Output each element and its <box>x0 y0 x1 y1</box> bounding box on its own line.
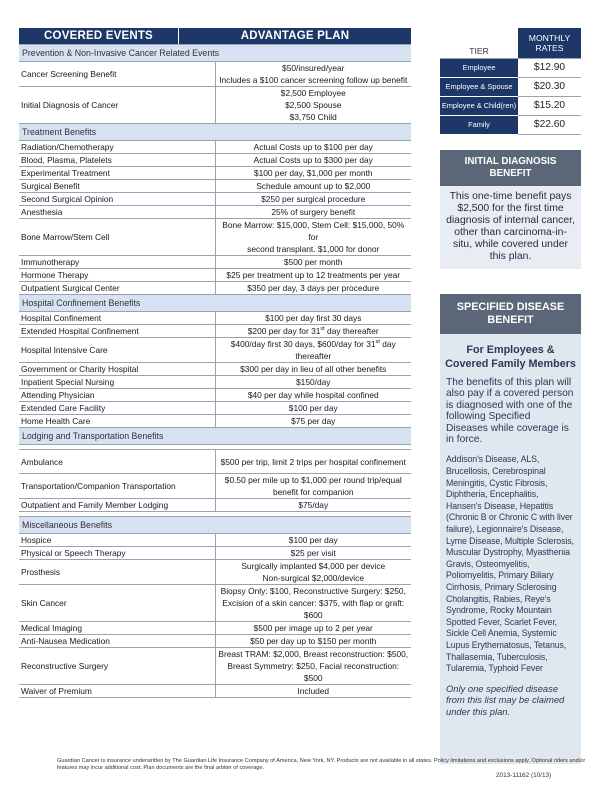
table-row <box>19 560 411 585</box>
monthly-rate: $20.30 <box>518 77 581 96</box>
tier-label: Employee & Spouse <box>440 77 518 96</box>
tier-heading: TIER <box>440 28 518 58</box>
plan-benefit: $200 per day for 31st day thereafter <box>215 325 411 338</box>
specified-disease-subtitle: For Employees & Covered Family Members <box>445 344 576 370</box>
section-title: Miscellaneous Benefits <box>19 517 411 534</box>
plan-benefit: $0.50 per mile up to $1,000 per round trip/equal benefit for companion <box>215 474 411 499</box>
table-row <box>19 534 411 547</box>
tier-label: Employee <box>440 58 518 77</box>
plan-benefit: $50/insured/year Includes a $100 cancer screening follow up benefit <box>215 62 411 87</box>
advantage-plan-heading: ADVANTAGE PLAN <box>240 30 350 42</box>
section-title: Hospital Confinement Benefits <box>19 295 411 312</box>
covered-event: Blood, Plasma, Platelets <box>19 154 215 167</box>
table-row <box>19 585 411 622</box>
plan-benefit: $100 per day first 30 days <box>215 312 411 325</box>
specified-disease-note: Only one specified disease from this list may be claimed under this plan. <box>446 682 565 717</box>
covered-event: Bone Marrow/Stem Cell <box>19 219 215 256</box>
footer-disclaimer: Guardian Cancer is insurance underwritten by The Guardian Life Insurance Company of America, New York, NY. Products are not available in all states. Policy limitations and exclusions apply. Optional riders and/or features may incur additional cost. Plan documents are the final arbiter of coverage. <box>57 758 586 771</box>
section-header <box>19 295 411 312</box>
table-row <box>19 312 411 325</box>
plan-benefit: 25% of surgery benefit <box>215 206 411 219</box>
monthly-rate: $12.90 <box>518 58 581 77</box>
rates-panel <box>440 28 581 135</box>
monthly-rate: $15.20 <box>518 96 581 115</box>
table-row <box>19 219 411 256</box>
plan-benefit: Biopsy Only: $100, Reconstructive Surgery: $250, Excision of a skin cancer: $375, with flap or graft: $600 <box>215 585 411 622</box>
table-row <box>19 389 411 402</box>
covered-event: Anesthesia <box>19 206 215 219</box>
section-header <box>19 517 411 534</box>
plan-benefit: $2,500 Employee $2,500 Spouse $3,750 Child <box>215 87 411 124</box>
covered-event: Home Health Care <box>19 415 215 428</box>
tier-label: Family <box>440 115 518 134</box>
table-row <box>19 256 411 269</box>
table-row <box>19 648 411 685</box>
covered-event: Prosthesis <box>19 560 215 585</box>
plan-benefit: $300 per day in lieu of all other benefits <box>215 363 411 376</box>
covered-event: Immunotherapy <box>19 256 215 269</box>
form-code: 2013-11162 (10/13) <box>496 772 552 779</box>
specified-disease-box <box>440 294 581 764</box>
covered-event: Hormone Therapy <box>19 269 215 282</box>
covered-event: Extended Care Facility <box>19 402 215 415</box>
covered-event: Second Surgical Opinion <box>19 193 215 206</box>
covered-event: Anti-Nausea Medication <box>19 635 215 648</box>
plan-benefit: $400/day first 30 days, $600/day for 31st day thereafter <box>215 338 411 363</box>
covered-event: Outpatient and Family Member Lodging <box>19 499 215 512</box>
covered-event: Medical Imaging <box>19 622 215 635</box>
covered-event: Government or Charity Hospital <box>19 363 215 376</box>
table-row <box>19 180 411 193</box>
rate-row <box>440 58 581 77</box>
plan-benefit: $350 per day, 3 days per procedure <box>215 282 411 295</box>
benefits-grid <box>19 44 411 698</box>
table-row <box>19 450 411 474</box>
table-row <box>19 269 411 282</box>
rates-table <box>440 28 581 135</box>
table-row <box>19 635 411 648</box>
section-title: Treatment Benefits <box>19 124 411 141</box>
plan-benefit: $25 per treatment up to 12 treatments per year <box>215 269 411 282</box>
covered-event: Extended Hospital Confinement <box>19 325 215 338</box>
plan-benefit: Schedule amount up to $2,000 <box>215 180 411 193</box>
plan-benefit: $500 per month <box>215 256 411 269</box>
table-row <box>19 363 411 376</box>
plan-benefit: $40 per day while hospital confined <box>215 389 411 402</box>
plan-benefit: $25 per visit <box>215 547 411 560</box>
initial-diagnosis-text: This one-time benefit pays $2,500 for the first time diagnosis of internal cancer, other than carcinoma-in-situ, while covered under this plan. <box>446 191 575 262</box>
covered-event: Ambulance <box>19 450 215 474</box>
table-row <box>19 167 411 180</box>
rate-row <box>440 115 581 134</box>
covered-event: Skin Cancer <box>19 585 215 622</box>
plan-benefit: Included <box>215 685 411 698</box>
covered-event: Hospital Confinement <box>19 312 215 325</box>
covered-event: Surgical Benefit <box>19 180 215 193</box>
section-title: Lodging and Transportation Benefits <box>19 428 411 445</box>
initial-diagnosis-box <box>440 150 581 269</box>
table-row <box>19 685 411 698</box>
specified-disease-text: The benefits of this plan will also pay if a covered person is diagnosed with one of the following Specified Diseases while coverage is in force. <box>446 377 574 446</box>
covered-events-heading: COVERED EVENTS <box>19 28 179 44</box>
table-row <box>19 206 411 219</box>
plan-benefit: Bone Marrow: $15,000, Stem Cell: $15,000, 50% for second transplant. $1,000 for donor <box>215 219 411 256</box>
table-row <box>19 87 411 124</box>
plan-benefit: Actual Costs up to $100 per day <box>215 141 411 154</box>
covered-event: Hospice <box>19 534 215 547</box>
table-header <box>19 28 411 44</box>
covered-event: Initial Diagnosis of Cancer <box>19 87 215 124</box>
rate-row <box>440 96 581 115</box>
specified-disease-list: Addison's Disease, ALS, Brucellosis, Cerebrospinal Meningitis, Cystic Fibrosis, Diphtheria, Encephalitis, Hansen's Disease, Hepatitis (Chronic B or Chronic C with liver failure), Legionnaire's Disease, Lyme Disease, Multiple Sclerosis, Muscular Dystrophy, Myasthenia Gravis, Osteomyelitis, Poliomyelitis, Primary Biliary Cirrhosis, Primary Sclerosing Cholangitis, Rabies, Reye's Syndrome, Rocky Mountain Spotted Fever, Scarlet Fever, Sickle Cell Anemia, Systemic Lupus Erythematosus, Tetanus, Thallasemia, Tuberculosis, Tularemia, Typhoid Fever <box>446 454 574 674</box>
section-header <box>19 124 411 141</box>
table-row <box>19 141 411 154</box>
covered-event: Attending Physician <box>19 389 215 402</box>
section-title: Prevention & Non-Invasive Cancer Related Events <box>19 45 411 62</box>
table-row <box>19 282 411 295</box>
covered-event: Experimental Treatment <box>19 167 215 180</box>
tier-label: Employee & Child(ren) <box>440 96 518 115</box>
plan-benefit: $250 per surgical procedure <box>215 193 411 206</box>
covered-event: Hospital Intensive Care <box>19 338 215 363</box>
table-row <box>19 499 411 512</box>
covered-event: Cancer Screening Benefit <box>19 62 215 87</box>
plan-benefit: $500 per image up to 2 per year <box>215 622 411 635</box>
table-row <box>19 325 411 338</box>
table-row <box>19 154 411 167</box>
table-row <box>19 547 411 560</box>
table-row <box>19 474 411 499</box>
table-row <box>19 62 411 87</box>
covered-event: Reconstructive Surgery <box>19 648 215 685</box>
table-row <box>19 376 411 389</box>
monthly-rate: $22.60 <box>518 115 581 134</box>
section-header <box>19 45 411 62</box>
plan-benefit: $75/day <box>215 499 411 512</box>
plan-benefit: $75 per day <box>215 415 411 428</box>
plan-benefit: $500 per trip, limit 2 trips per hospital confinement <box>215 450 411 474</box>
plan-benefit: Surgically implanted $4,000 per device Non-surgical $2,000/device <box>215 560 411 585</box>
section-header <box>19 428 411 445</box>
covered-event: Inpatient Special Nursing <box>19 376 215 389</box>
table-row <box>19 415 411 428</box>
benefits-table <box>19 28 411 698</box>
initial-diagnosis-title: INITIAL DIAGNOSIS BENEFIT <box>440 150 581 186</box>
covered-event: Waiver of Premium <box>19 685 215 698</box>
covered-event: Transportation/Companion Transportation <box>19 474 215 499</box>
table-row <box>19 193 411 206</box>
covered-event: Outpatient Surgical Center <box>19 282 215 295</box>
plan-benefit: Breast TRAM: $2,000, Breast reconstruction: $500, Breast Symmetry: $250, Facial reconstruction: $500 <box>215 648 411 685</box>
covered-event: Radiation/Chemotherapy <box>19 141 215 154</box>
plan-benefit: Actual Costs up to $300 per day <box>215 154 411 167</box>
plan-benefit: $150/day <box>215 376 411 389</box>
monthly-rates-heading: MONTHLY RATES <box>518 28 581 58</box>
plan-benefit: $50 per day up to $150 per month <box>215 635 411 648</box>
table-row <box>19 338 411 363</box>
plan-benefit: $100 per day <box>215 402 411 415</box>
specified-disease-title: SPECIFIED DISEASE BENEFIT <box>440 294 581 334</box>
table-row <box>19 402 411 415</box>
rate-row <box>440 77 581 96</box>
table-row <box>19 622 411 635</box>
covered-event: Physical or Speech Therapy <box>19 547 215 560</box>
plan-benefit: $100 per day <box>215 534 411 547</box>
plan-benefit: $100 per day, $1,000 per month <box>215 167 411 180</box>
